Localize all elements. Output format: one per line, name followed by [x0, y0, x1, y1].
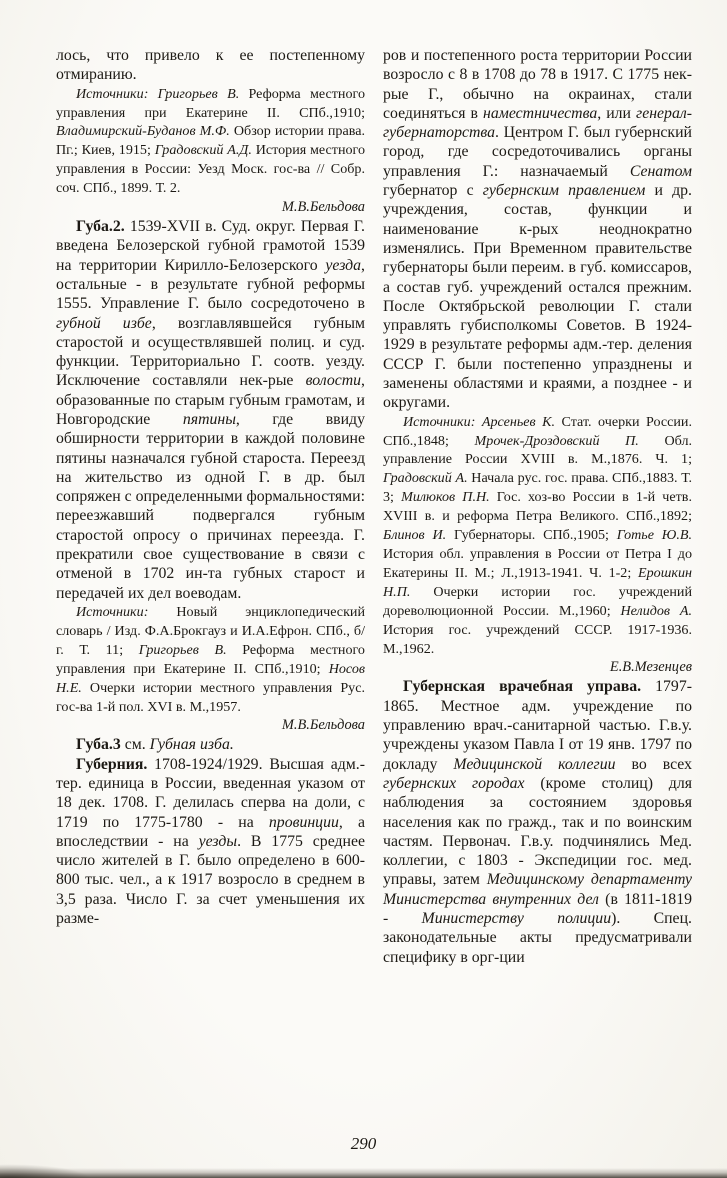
text-run: (кроме столиц) для наблюдения за состоянием здоровья населения как по гражд., так и по воинским частям. Первонач. Г.в.у. подчинялись Мед. коллегии, с 1803 - Экспедиции гос. мед. управы, затем	[383, 774, 692, 889]
text-run: . В 1775 среднее число жителей в Г. было определено в 600-800 тыс. чел., а к 1917 возросло в среднем в 3,5 раза. Число Г. за счет уменьшения их разме-	[56, 832, 366, 928]
text-run: 1708-1924/1929. Высшая адм.-тер. единица в России, введенная указом от 18 дек. 1708. Г. делилась сперва на доли, с 1719 по 1775-1780 - на	[56, 755, 365, 831]
text-run: Источники: Арсеньев К.	[403, 413, 556, 430]
text-run: , или	[597, 104, 637, 122]
text-run: Медицинской коллегии	[453, 755, 616, 773]
sources-paragraph	[56, 85, 365, 198]
text-run: М.В.Бельдова	[281, 717, 365, 734]
entry-paragraph	[56, 217, 365, 603]
text-run: История обл. управления в России от Петра I до Екатерины II. М.; Л.,1913-1941. Ч. 1-2;	[383, 545, 692, 581]
text-run: Губернская врачебная управа.	[403, 678, 642, 696]
text-run: История гос. учреждений СССР. 1917-1936. М.,1962.	[383, 621, 692, 657]
text-run: 1797-1865. Местное адм. учреждение по управлению врач.-санитарной частью. Г.в.у. учреждены указом Павла I от 19 янв. 1797 по докладу	[383, 678, 692, 773]
text-run: , возглавлявшейся губным старостой и осуществлявшей полиц. и суд. функции. Территориально Г. соотв. уезду. Исключение составляли нек-рые	[56, 314, 365, 390]
text-run: губной избе	[56, 314, 152, 332]
text-run: ). Спец. законодательные акты предусматривали специфику в орг-ции	[383, 909, 692, 966]
scan-bottom-edge	[0, 1168, 727, 1178]
sources-paragraph	[56, 603, 365, 716]
text-run: Милюков П.Н.	[401, 489, 490, 506]
entry-paragraph	[383, 677, 692, 966]
text-run: Источники: Григорьев В.	[76, 85, 240, 102]
text-run: Реформа местного управления при Екатерине II. СПб.,1910;	[56, 85, 365, 121]
text-run: Обл. управление России XVIII в. М.,1876. Ч. 1;	[383, 432, 692, 468]
text-run: губернским правлением	[482, 182, 646, 200]
text-run: Обзор истории права. Пг.; Киев, 1915;	[56, 123, 365, 159]
entry-paragraph	[56, 735, 365, 754]
text-run: , остальные - в результате губной реформы 1555. Управление Г. было сосредоточено в	[56, 256, 365, 313]
text-run: Очерки истории местного управления Рус. гос-ва 1-й пол. XVI в. М.,1957.	[56, 679, 365, 715]
text-run: Губа.3	[76, 736, 121, 754]
text-run: Губерния.	[76, 755, 148, 773]
text-run: Начала рус. гос. права. СПб.,1883. Т. 3;	[383, 470, 692, 506]
left-column	[56, 46, 365, 1118]
text-run: Блинов И.	[383, 527, 447, 544]
continuation-paragraph	[56, 46, 365, 85]
text-run: Губернаторы. СПб.,1905;	[446, 527, 617, 544]
author-signature	[56, 198, 365, 217]
text-run: ров и постепенного роста территории России возросло с 8 в 1708 до 78 в 1917. С 1775 нек-рые Г., обычно на окраинах, стали соединяться в	[383, 47, 692, 122]
text-run: Министерству полиции	[421, 909, 612, 927]
text-run: Нелидов А.	[620, 602, 692, 619]
text-run: во всех	[615, 755, 692, 773]
text-run: Новый энциклопедический словарь / Изд. Ф.А.Брокгауз и И.А.Ефрон. СПб., б/г. Т. 11;	[56, 603, 365, 658]
text-run: Носов Н.Е.	[56, 660, 365, 696]
author-signature	[56, 716, 365, 735]
text-run: провинции	[268, 813, 339, 831]
text-run: Готье Ю.В.	[616, 527, 692, 544]
text-run: . Центром Г. был губернский город, где сосредоточивались органы управления Г.: назначаемый	[383, 124, 692, 180]
text-run: Григорьев В.	[138, 641, 227, 658]
text-run: 1539-XVII в. Суд. округ. Первая Г. введена Белозерской губной грамотой 1539 на территории Кирилло-Белозерского	[56, 218, 365, 274]
text-run: Сенатом	[629, 162, 692, 180]
text-run: пятины	[182, 411, 236, 428]
text-run: Медицинскому департаменту Министерства внутренних дел	[383, 871, 693, 908]
text-run: Ерошкин Н.П.	[383, 564, 692, 600]
text-run: уезда	[325, 256, 362, 274]
page-number: 290	[350, 1134, 377, 1153]
text-run: Реформа местного управления при Екатерине II. СПб.,1910;	[56, 641, 365, 677]
text-run: губернатор с	[383, 182, 483, 200]
text-run: и др. учреждения, состав, функции и наименование к-рых неоднократно изменялись. При Временном правительстве губернаторы были переим. в губ. комиссаров, а состав губ. учреждений остался прежним. После Октябрьской революции Г. стали управлять губисполкомы Советов. В 1924-1929 в результате реформы адм.-тер. деления СССР Г. были постепенно упразднены и заменены областями и краями, а позднее - и округами.	[383, 182, 692, 412]
text-run: лось, что привело к ее постепенному отмиранию.	[56, 47, 365, 84]
right-column	[383, 46, 692, 1118]
text-run: , где ввиду обширности территории в каждой половине пятины назначался губной староста. Переезд на жительство из одной Г. в др. был сопряжен с определенными формальностями: переезжавший подвергался губным старостой опросу о причинах переезда. Г. прекратили свое существование в связи с отменой в 1702 ин-та губных старост и передачей их дел воеводам.	[56, 411, 366, 602]
text-run: Стат. очерки России. СПб.,1848;	[383, 413, 692, 449]
text-run: История местного управления в России: Уезд Моск. гос-ва // Собр. соч. СПб., 1899. Т. 2.	[56, 142, 366, 197]
text-run: Градовский А.Д.	[154, 142, 252, 159]
text-run: Мрочек-Дроздовский П.	[474, 432, 639, 449]
text-run: Очерки истории гос. учреждений дореволюционной России. М.,1960;	[383, 583, 692, 619]
text-run: Источники:	[76, 603, 149, 620]
text-run: Е.В.Мезенцев	[609, 659, 692, 676]
text-run: губернских городах	[383, 774, 525, 792]
text-run: Гос. хоз-во России в 1-й четв. XVIII в. и реформа Петра Великого. СПб.,1892;	[383, 489, 692, 525]
text-run: М.В.Бельдова	[281, 199, 365, 216]
text-run: Губная изба.	[149, 736, 234, 754]
text-run: Градовский А.	[383, 470, 468, 487]
text-run: Губа.2.	[76, 218, 125, 236]
text-run: уезды	[198, 832, 238, 850]
text-run: Владимирский-Буданов М.Ф.	[56, 123, 230, 140]
text-run: , а впоследствии - на	[56, 813, 365, 850]
sources-paragraph	[383, 413, 692, 659]
text-run: наместничества	[483, 104, 598, 122]
text-run: волости	[305, 372, 362, 390]
author-signature	[383, 658, 692, 677]
entry-paragraph	[56, 755, 365, 929]
text-run: (в 1811-1819 -	[383, 890, 692, 927]
text-run: , образованные по старым губным грамотам, и Новгородские	[56, 372, 365, 428]
continuation-paragraph	[383, 46, 692, 413]
text-run: генерал-губернаторства	[383, 104, 692, 142]
text-run: см.	[120, 736, 150, 754]
